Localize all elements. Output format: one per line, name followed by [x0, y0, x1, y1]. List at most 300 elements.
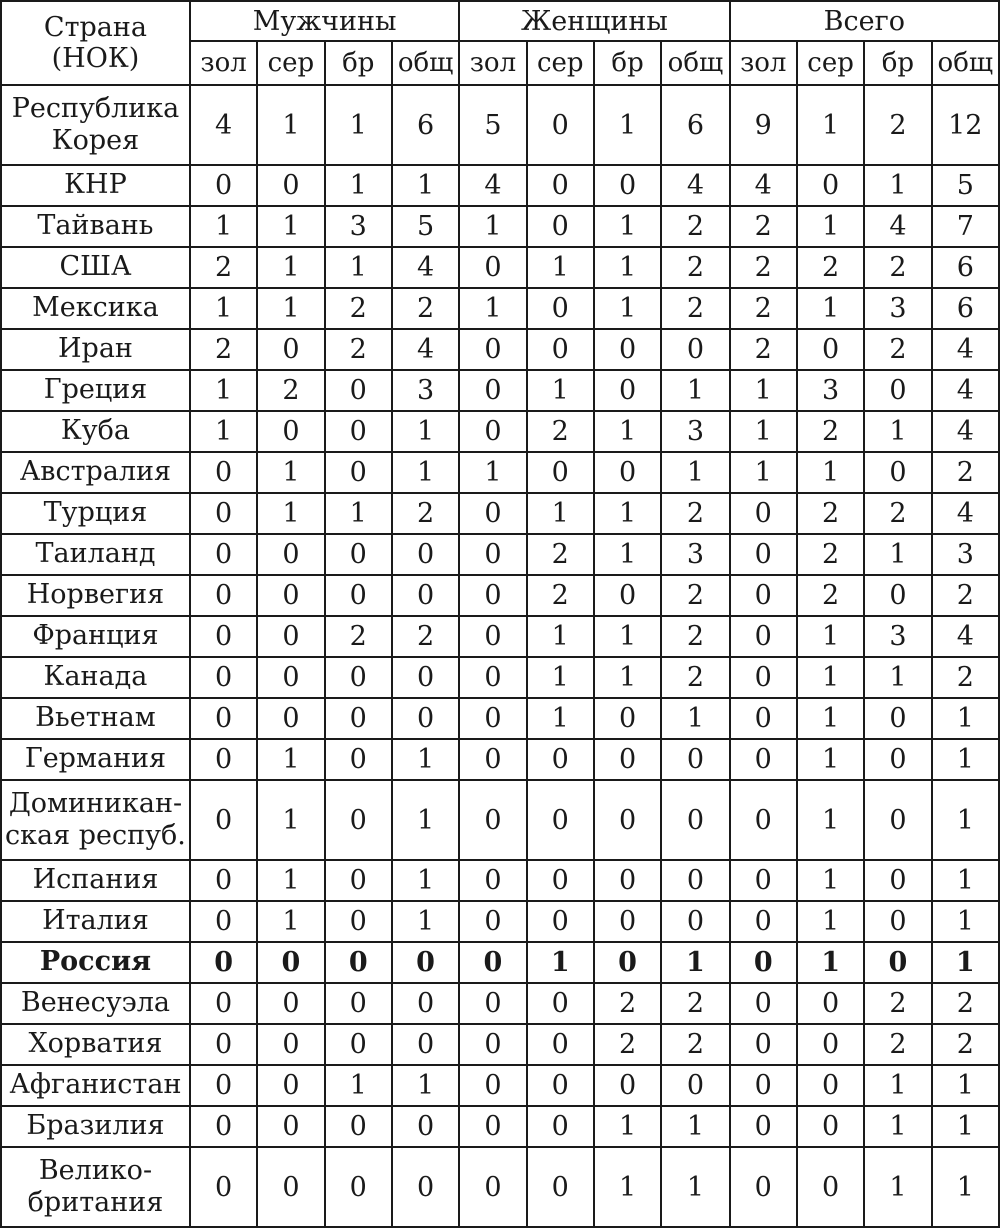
- men-total-cell: 4: [392, 247, 459, 288]
- women-gold-cell: 0: [459, 493, 526, 534]
- women-bronze-cell: 0: [594, 739, 661, 780]
- overall-total-cell: 2: [932, 452, 999, 493]
- country-cell: [1, 329, 190, 370]
- overall-silver-cell: 2: [797, 534, 864, 575]
- women-silver-cell: 0: [527, 1106, 594, 1147]
- country-cell: [1, 411, 190, 452]
- overall-silver-cell: 1: [797, 452, 864, 493]
- table-row: [1, 698, 999, 739]
- country-name-line: ская респуб.: [5, 820, 186, 851]
- women-silver-cell: 1: [527, 247, 594, 288]
- men-total-cell: 0: [392, 942, 459, 983]
- women-silver-cell: 0: [527, 1147, 594, 1227]
- men-total-cell: 2: [392, 493, 459, 534]
- women-bronze-cell: 0: [594, 1065, 661, 1106]
- overall-total-cell: 4: [932, 411, 999, 452]
- men-gold-cell: 1: [190, 206, 257, 247]
- men-silver-cell: 0: [257, 1147, 324, 1227]
- country-name-line: Мексика: [32, 292, 159, 324]
- overall-bronze-cell: 0: [864, 698, 931, 739]
- women-gold-cell: 0: [459, 575, 526, 616]
- table-row: [1, 370, 999, 411]
- country-name-line: Франция: [32, 620, 159, 652]
- overall-silver-cell: 2: [797, 493, 864, 534]
- men-silver-cell: 0: [257, 657, 324, 698]
- subheader-silver: сер: [797, 41, 864, 85]
- women-silver-cell: 0: [527, 780, 594, 860]
- overall-silver-cell: 0: [797, 983, 864, 1024]
- overall-gold-cell: 2: [730, 206, 797, 247]
- men-gold-cell: 0: [190, 698, 257, 739]
- country-cell: [1, 942, 190, 983]
- women-bronze-cell: 0: [594, 165, 661, 206]
- men-total-cell: 2: [392, 616, 459, 657]
- overall-silver-cell: 3: [797, 370, 864, 411]
- overall-gold-cell: 0: [730, 493, 797, 534]
- overall-gold-cell: 2: [730, 247, 797, 288]
- country-cell: [1, 860, 190, 901]
- women-total-cell: 0: [661, 860, 729, 901]
- country-cell: [1, 206, 190, 247]
- overall-gold-cell: 0: [730, 942, 797, 983]
- women-total-cell: 0: [661, 901, 729, 942]
- men-total-cell: 0: [392, 983, 459, 1024]
- country-name-line: Тайвань: [37, 210, 154, 242]
- men-gold-cell: 1: [190, 288, 257, 329]
- men-silver-cell: 1: [257, 288, 324, 329]
- overall-bronze-cell: 4: [864, 206, 931, 247]
- country-name-line: британия: [27, 1187, 164, 1218]
- overall-silver-cell: 1: [797, 739, 864, 780]
- overall-bronze-cell: 1: [864, 1106, 931, 1147]
- country-cell: [1, 983, 190, 1024]
- women-silver-cell: 0: [527, 288, 594, 329]
- men-total-cell: 1: [392, 860, 459, 901]
- men-gold-cell: 0: [190, 616, 257, 657]
- women-total-cell: 1: [661, 1147, 729, 1227]
- women-bronze-cell: 0: [594, 452, 661, 493]
- women-total-cell: 2: [661, 616, 729, 657]
- men-total-cell: 1: [392, 739, 459, 780]
- men-silver-cell: 0: [257, 534, 324, 575]
- country-cell: [1, 575, 190, 616]
- women-total-cell: 2: [661, 575, 729, 616]
- table-row: [1, 85, 999, 165]
- overall-silver-cell: 2: [797, 411, 864, 452]
- country-name-line: Греция: [43, 374, 148, 406]
- men-silver-cell: 1: [257, 85, 324, 165]
- country-name-line: Австралия: [19, 456, 172, 488]
- overall-bronze-cell: 0: [864, 575, 931, 616]
- country-cell: [1, 698, 190, 739]
- men-silver-cell: 1: [257, 860, 324, 901]
- overall-gold-cell: 0: [730, 575, 797, 616]
- women-gold-cell: 4: [459, 165, 526, 206]
- country-name-line: Вьетнам: [35, 702, 156, 734]
- country-name-line: Испания: [32, 864, 159, 896]
- men-bronze-cell: 2: [325, 329, 392, 370]
- overall-bronze-cell: 2: [864, 329, 931, 370]
- country-cell: [1, 534, 190, 575]
- women-bronze-cell: 0: [594, 329, 661, 370]
- overall-gold-cell: 0: [730, 860, 797, 901]
- men-silver-cell: 0: [257, 575, 324, 616]
- overall-total-cell: 4: [932, 616, 999, 657]
- women-gold-cell: 0: [459, 698, 526, 739]
- women-silver-cell: 1: [527, 657, 594, 698]
- women-silver-cell: 1: [527, 370, 594, 411]
- men-gold-cell: 0: [190, 657, 257, 698]
- overall-total-cell: 7: [932, 206, 999, 247]
- women-total-cell: 1: [661, 1106, 729, 1147]
- men-bronze-cell: 0: [325, 901, 392, 942]
- overall-bronze-cell: 0: [864, 780, 931, 860]
- men-bronze-cell: 0: [325, 370, 392, 411]
- women-silver-cell: 0: [527, 165, 594, 206]
- overall-total-cell: 1: [932, 739, 999, 780]
- women-gold-cell: 0: [459, 901, 526, 942]
- country-cell: [1, 780, 190, 860]
- men-gold-cell: 0: [190, 1024, 257, 1065]
- men-silver-cell: 0: [257, 1024, 324, 1065]
- table-body: [1, 85, 999, 1227]
- overall-gold-cell: 4: [730, 165, 797, 206]
- women-gold-cell: 0: [459, 616, 526, 657]
- men-gold-cell: 0: [190, 942, 257, 983]
- men-total-cell: 1: [392, 901, 459, 942]
- overall-gold-cell: 0: [730, 1065, 797, 1106]
- overall-gold-cell: 9: [730, 85, 797, 165]
- overall-gold-cell: 0: [730, 739, 797, 780]
- men-total-cell: 2: [392, 288, 459, 329]
- women-total-cell: 3: [661, 534, 729, 575]
- men-gold-cell: 0: [190, 1065, 257, 1106]
- women-silver-cell: 0: [527, 206, 594, 247]
- country-cell: [1, 452, 190, 493]
- men-gold-cell: 0: [190, 1106, 257, 1147]
- table-row: [1, 493, 999, 534]
- country-name-line: Таиланд: [35, 538, 156, 570]
- men-bronze-cell: 3: [325, 206, 392, 247]
- overall-bronze-cell: 2: [864, 1024, 931, 1065]
- men-bronze-cell: 1: [325, 1065, 392, 1106]
- country-name-line: Афганистан: [9, 1069, 182, 1101]
- overall-bronze-cell: 2: [864, 983, 931, 1024]
- men-gold-cell: 0: [190, 575, 257, 616]
- country-cell: [1, 288, 190, 329]
- overall-gold-cell: 0: [730, 616, 797, 657]
- women-bronze-cell: 0: [594, 698, 661, 739]
- overall-gold-cell: 0: [730, 657, 797, 698]
- overall-gold-cell: 0: [730, 534, 797, 575]
- women-gold-cell: 0: [459, 780, 526, 860]
- overall-bronze-cell: 1: [864, 534, 931, 575]
- country-cell: [1, 85, 190, 165]
- men-silver-cell: 1: [257, 739, 324, 780]
- country-name-line: Россия: [39, 946, 152, 978]
- overall-total-cell: 6: [932, 247, 999, 288]
- table-row: [1, 1024, 999, 1065]
- women-total-cell: 0: [661, 739, 729, 780]
- women-silver-cell: 0: [527, 860, 594, 901]
- men-bronze-cell: 0: [325, 1024, 392, 1065]
- overall-total-cell: 1: [932, 860, 999, 901]
- men-silver-cell: 1: [257, 901, 324, 942]
- men-total-cell: 0: [392, 1106, 459, 1147]
- men-gold-cell: 1: [190, 411, 257, 452]
- women-gold-cell: 0: [459, 860, 526, 901]
- women-silver-cell: 2: [527, 575, 594, 616]
- overall-silver-cell: 1: [797, 206, 864, 247]
- men-bronze-cell: 2: [325, 288, 392, 329]
- overall-silver-cell: 1: [797, 657, 864, 698]
- men-bronze-cell: 1: [325, 493, 392, 534]
- men-silver-cell: 0: [257, 1106, 324, 1147]
- women-silver-cell: 1: [527, 493, 594, 534]
- men-silver-cell: 1: [257, 247, 324, 288]
- overall-bronze-cell: 1: [864, 411, 931, 452]
- women-silver-cell: 0: [527, 329, 594, 370]
- country-cell: [1, 616, 190, 657]
- overall-total-cell: 2: [932, 1024, 999, 1065]
- table-row: [1, 165, 999, 206]
- overall-total-cell: 4: [932, 370, 999, 411]
- women-bronze-cell: 2: [594, 983, 661, 1024]
- table-row: [1, 288, 999, 329]
- men-bronze-cell: 0: [325, 942, 392, 983]
- subheader-bronze: бр: [864, 41, 931, 85]
- women-bronze-cell: 1: [594, 206, 661, 247]
- group-header-women: Женщины: [459, 1, 729, 41]
- country-cell: [1, 1147, 190, 1227]
- women-silver-cell: 0: [527, 901, 594, 942]
- men-total-cell: 0: [392, 534, 459, 575]
- group-header-men: Мужчины: [190, 1, 459, 41]
- men-bronze-cell: 0: [325, 452, 392, 493]
- men-total-cell: 1: [392, 165, 459, 206]
- country-name-line: Венесуэла: [20, 987, 171, 1019]
- women-bronze-cell: 1: [594, 534, 661, 575]
- overall-silver-cell: 2: [797, 247, 864, 288]
- women-silver-cell: 0: [527, 452, 594, 493]
- country-column-header: [1, 1, 190, 85]
- table-row: [1, 780, 999, 860]
- overall-gold-cell: 0: [730, 901, 797, 942]
- men-silver-cell: 0: [257, 411, 324, 452]
- overall-total-cell: 1: [932, 942, 999, 983]
- overall-silver-cell: 0: [797, 165, 864, 206]
- women-gold-cell: 1: [459, 206, 526, 247]
- table-row: [1, 411, 999, 452]
- women-total-cell: 2: [661, 493, 729, 534]
- overall-bronze-cell: 0: [864, 452, 931, 493]
- men-silver-cell: 1: [257, 493, 324, 534]
- overall-silver-cell: 0: [797, 1024, 864, 1065]
- table-row: [1, 616, 999, 657]
- country-header-line2: (НОК): [51, 43, 140, 74]
- men-bronze-cell: 0: [325, 1106, 392, 1147]
- country-name-line: Бразилия: [26, 1110, 165, 1142]
- overall-silver-cell: 1: [797, 85, 864, 165]
- men-gold-cell: 0: [190, 901, 257, 942]
- country-cell: [1, 370, 190, 411]
- men-silver-cell: 2: [257, 370, 324, 411]
- overall-bronze-cell: 2: [864, 493, 931, 534]
- women-silver-cell: 1: [527, 698, 594, 739]
- men-bronze-cell: 0: [325, 657, 392, 698]
- country-header-line1: Страна: [43, 11, 147, 43]
- women-silver-cell: 1: [527, 942, 594, 983]
- country-cell: [1, 739, 190, 780]
- overall-bronze-cell: 2: [864, 247, 931, 288]
- women-gold-cell: 0: [459, 983, 526, 1024]
- men-bronze-cell: 1: [325, 85, 392, 165]
- header-row-groups: [1, 1, 999, 41]
- overall-bronze-cell: 0: [864, 901, 931, 942]
- overall-gold-cell: 0: [730, 1106, 797, 1147]
- table-row: [1, 452, 999, 493]
- men-gold-cell: 2: [190, 247, 257, 288]
- men-bronze-cell: 0: [325, 411, 392, 452]
- overall-total-cell: 1: [932, 901, 999, 942]
- subheader-gold: зол: [459, 41, 526, 85]
- overall-gold-cell: 0: [730, 983, 797, 1024]
- country-cell: [1, 1106, 190, 1147]
- men-silver-cell: 0: [257, 616, 324, 657]
- overall-bronze-cell: 0: [864, 739, 931, 780]
- women-silver-cell: 1: [527, 616, 594, 657]
- women-bronze-cell: 1: [594, 288, 661, 329]
- women-gold-cell: 0: [459, 247, 526, 288]
- overall-gold-cell: 0: [730, 780, 797, 860]
- women-total-cell: 2: [661, 657, 729, 698]
- country-name-line: США: [59, 251, 132, 283]
- country-cell: [1, 247, 190, 288]
- men-bronze-cell: 0: [325, 983, 392, 1024]
- women-gold-cell: 1: [459, 452, 526, 493]
- overall-total-cell: 4: [932, 493, 999, 534]
- women-gold-cell: 0: [459, 1065, 526, 1106]
- women-silver-cell: 0: [527, 85, 594, 165]
- table-row: [1, 1065, 999, 1106]
- overall-gold-cell: 1: [730, 452, 797, 493]
- men-silver-cell: 0: [257, 942, 324, 983]
- overall-bronze-cell: 0: [864, 942, 931, 983]
- overall-gold-cell: 1: [730, 370, 797, 411]
- women-total-cell: 2: [661, 983, 729, 1024]
- women-gold-cell: 0: [459, 411, 526, 452]
- women-total-cell: 0: [661, 329, 729, 370]
- women-bronze-cell: 1: [594, 1147, 661, 1227]
- overall-bronze-cell: 0: [864, 370, 931, 411]
- overall-bronze-cell: 2: [864, 85, 931, 165]
- women-gold-cell: 0: [459, 942, 526, 983]
- country-name-line: Иран: [57, 333, 133, 365]
- women-total-cell: 2: [661, 1024, 729, 1065]
- overall-silver-cell: 1: [797, 901, 864, 942]
- country-cell: [1, 901, 190, 942]
- subheader-silver: сер: [257, 41, 324, 85]
- men-bronze-cell: 0: [325, 780, 392, 860]
- subheader-total: общ: [932, 41, 999, 85]
- overall-total-cell: 5: [932, 165, 999, 206]
- men-gold-cell: 0: [190, 534, 257, 575]
- table-row: [1, 942, 999, 983]
- subheader-total: общ: [661, 41, 729, 85]
- overall-silver-cell: 1: [797, 698, 864, 739]
- overall-total-cell: 1: [932, 1065, 999, 1106]
- men-gold-cell: 0: [190, 780, 257, 860]
- overall-silver-cell: 0: [797, 1106, 864, 1147]
- country-cell: [1, 1024, 190, 1065]
- overall-silver-cell: 1: [797, 616, 864, 657]
- overall-gold-cell: 2: [730, 288, 797, 329]
- overall-silver-cell: 0: [797, 329, 864, 370]
- table-row: [1, 657, 999, 698]
- country-cell: [1, 1065, 190, 1106]
- men-bronze-cell: 0: [325, 534, 392, 575]
- overall-total-cell: 2: [932, 983, 999, 1024]
- men-gold-cell: 0: [190, 452, 257, 493]
- men-silver-cell: 1: [257, 780, 324, 860]
- men-total-cell: 0: [392, 575, 459, 616]
- overall-gold-cell: 0: [730, 1147, 797, 1227]
- men-gold-cell: 0: [190, 860, 257, 901]
- country-name-line: Италия: [42, 905, 149, 937]
- men-silver-cell: 1: [257, 206, 324, 247]
- men-total-cell: 1: [392, 452, 459, 493]
- women-silver-cell: 2: [527, 534, 594, 575]
- table-row: [1, 534, 999, 575]
- women-bronze-cell: 0: [594, 370, 661, 411]
- country-name-line: Корея: [51, 125, 140, 156]
- table-row: [1, 1147, 999, 1227]
- table-row: [1, 983, 999, 1024]
- overall-gold-cell: 0: [730, 698, 797, 739]
- table-row: [1, 1106, 999, 1147]
- country-name-line: Куба: [60, 415, 131, 447]
- country-name-line: Германия: [24, 743, 167, 775]
- overall-silver-cell: 1: [797, 780, 864, 860]
- men-gold-cell: 0: [190, 983, 257, 1024]
- overall-total-cell: 1: [932, 698, 999, 739]
- subheader-bronze: бр: [325, 41, 392, 85]
- men-total-cell: 0: [392, 698, 459, 739]
- women-bronze-cell: 1: [594, 616, 661, 657]
- men-total-cell: 3: [392, 370, 459, 411]
- country-cell: [1, 493, 190, 534]
- overall-gold-cell: 2: [730, 329, 797, 370]
- women-silver-cell: 2: [527, 411, 594, 452]
- men-gold-cell: 0: [190, 1147, 257, 1227]
- overall-bronze-cell: 1: [864, 657, 931, 698]
- women-gold-cell: 0: [459, 657, 526, 698]
- women-silver-cell: 0: [527, 1065, 594, 1106]
- women-gold-cell: 0: [459, 370, 526, 411]
- subheader-silver: сер: [527, 41, 594, 85]
- women-total-cell: 4: [661, 165, 729, 206]
- subheader-bronze: бр: [594, 41, 661, 85]
- men-bronze-cell: 1: [325, 247, 392, 288]
- table-row: [1, 901, 999, 942]
- overall-total-cell: 4: [932, 329, 999, 370]
- men-bronze-cell: 0: [325, 1147, 392, 1227]
- women-gold-cell: 0: [459, 1106, 526, 1147]
- overall-bronze-cell: 3: [864, 288, 931, 329]
- women-total-cell: 1: [661, 452, 729, 493]
- women-bronze-cell: 1: [594, 493, 661, 534]
- overall-bronze-cell: 1: [864, 1147, 931, 1227]
